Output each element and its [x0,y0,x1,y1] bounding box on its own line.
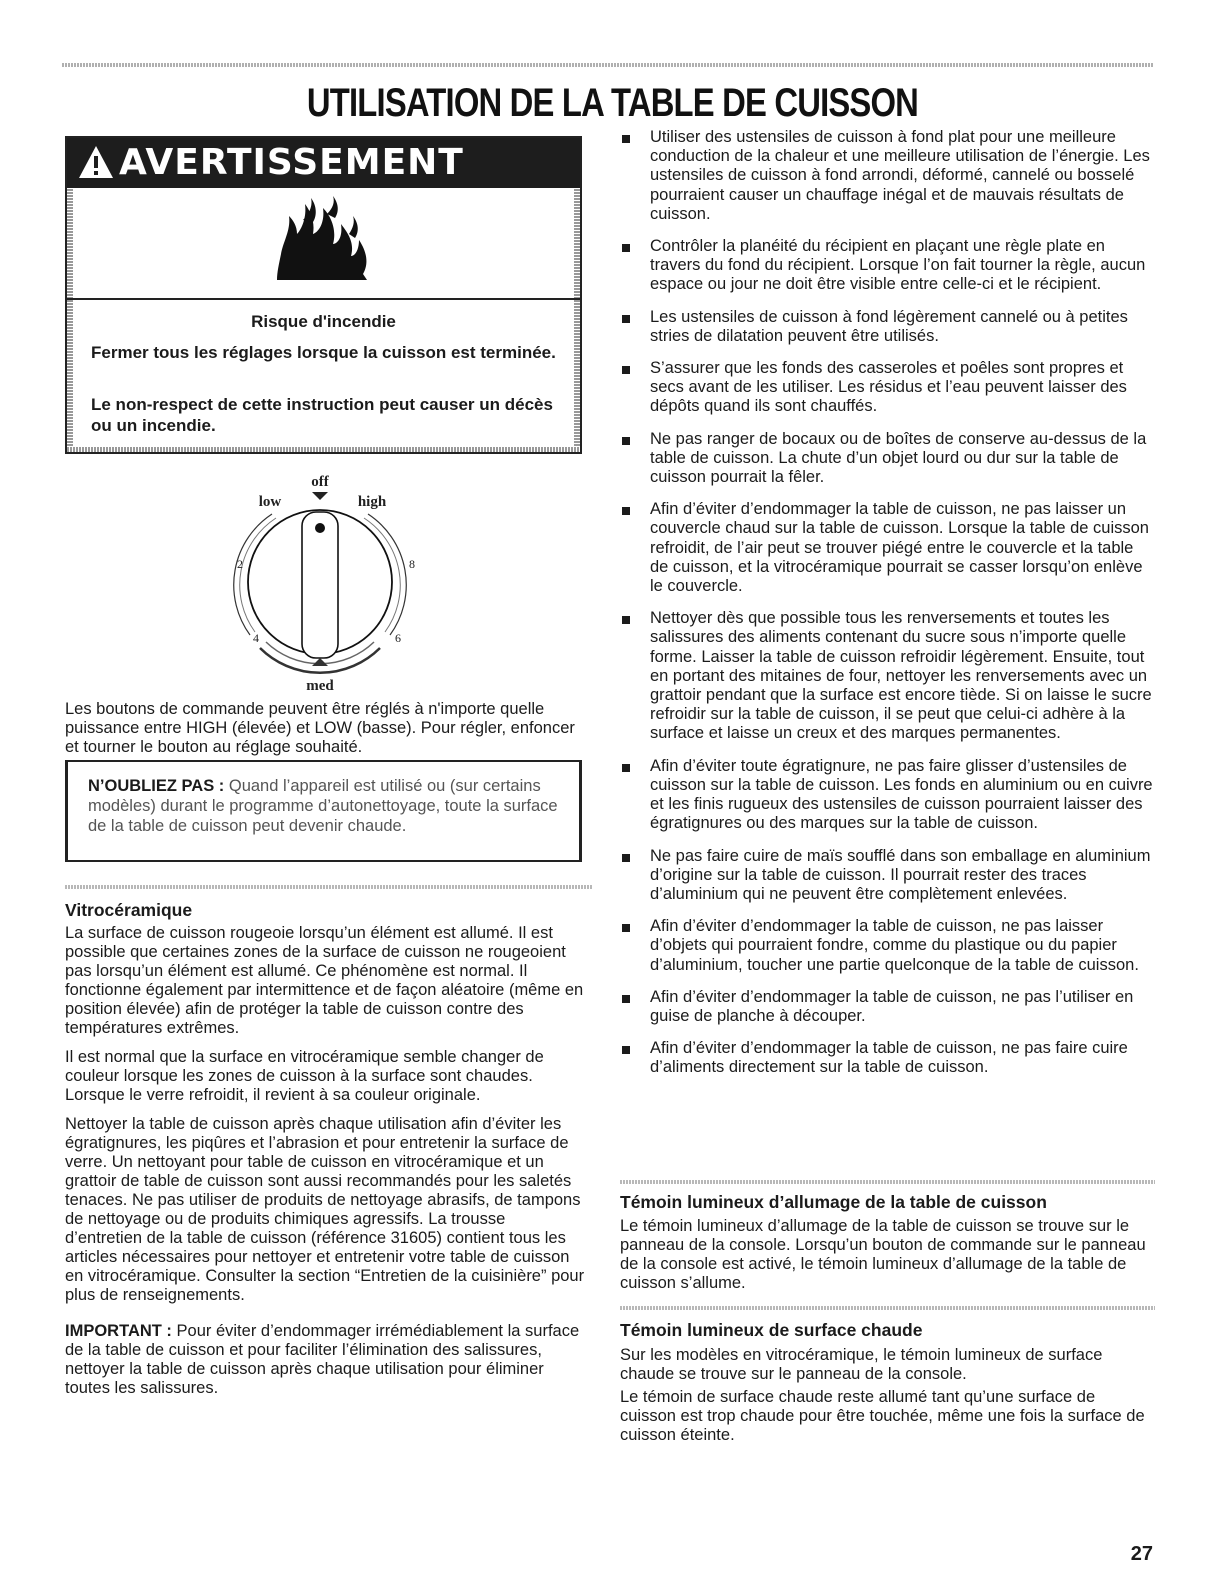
remember-label: N’OUBLIEZ PAS : [88,777,225,795]
list-item: Afin d’éviter d’endommager la table de cuisson, ne pas laisser un couvercle chaud sur la table de cuisson. Lorsque la table de cuisson refroidit, de l’air peut se trouver piégé entre le couvercle et la table de cuisson, et la vitrocéramique pourrait se casser lorsqu’on enlève le couvercle. [620,500,1155,596]
vitro-important [65,1322,585,1398]
warning-heading: Risque d'incendie [251,312,396,331]
dial-label-high: high [357,494,387,510]
list-item: Utiliser des ustensiles de cuisson à fond plat pour une meilleure conduction de la chaleur et une meilleure utilisation de l’énergie. Les ustensiles de cuisson à fond arrondi, déformé, cannelé ou bosselé pourraient causer un chauffage inégal et de mauvais résultats de cuisson. [620,128,1155,224]
dial-label-off: off [311,474,329,490]
remember-text: Quand l’appareil est utilisé ou (sur certains modèles) durant le programme d’autonettoyage, toute la surface de la table de cuisson peut devenir chaude. [88,777,558,835]
dial-label-8: 8 [409,557,415,571]
dial-description: Les boutons de commande peuvent être réglés à n'importe quelle puissance entre HIGH (élevée) et LOW (basse). Pour régler, enfoncer et tourner le bouton au réglage souhaité. [65,700,575,756]
vitro-paragraph-3: Nettoyer la table de cuisson après chaque utilisation afin d’éviter les égratignures, les piqûres et l’abrasion et pour entretenir la surface de verre. Un nettoyant pour table de cuisson en vitrocéramique et un grattoir de table de cuisson sont aussi recommandés pour les saletés tenaces. Ne pas utiliser de produits de nettoyage abrasifs, de tampons de nettoyage ou de produits chimiques agressifs. La trousse d’entretien de la table de cuisson (référence 31605) contient tous les articles nécessaires pour nettoyer et entretenir votre table de cuisson en vitrocéramique. Consulter la section “Entretien de la cuisinière” pour plus de renseignements. [65,1115,585,1304]
list-item: Ne pas faire cuire de maïs soufflé dans son emballage en aluminium d’origine sur la table de cuisson. Il pourrait rester des traces d’aluminium qui ne peuvent être complètement enlevées. [620,847,1155,905]
list-item: Afin d’éviter toute égratignure, ne pas faire glisser d’ustensiles de cuisson sur la table de cuisson. Les fonds en aluminium ou en cuivre et les finis rugueux des ustensiles de cuisson pourraient laisser des égratignures ou des marques sur la table de cuisson. [620,757,1155,834]
page-number: 27 [1130,1543,1153,1565]
dial-label-med: med [306,678,334,694]
warning-triangle-icon [77,144,115,180]
dial-label-4: 4 [253,631,259,645]
section-heading-vitroceramique: Vitrocéramique [65,900,193,920]
warning-line-1: Fermer tous les réglages lorsque la cuisson est terminée. [91,343,556,362]
indicator-paragraph: Le témoin lumineux d’allumage de la table de cuisson se trouve sur le panneau de la console. Lorsqu’un bouton de commande sur le panneau de la console est activé, le témoin lumineux d’allumage de la table de cuisson s’allume. [620,1217,1146,1292]
list-item: Afin d’éviter d’endommager la table de cuisson, ne pas laisser d’objets qui pourraient fondre, comme du plastique ou du papier d’aluminium, toucher une partie quelconque de la table de cuisson. [620,917,1155,975]
section-heading-indicator: Témoin lumineux d’allumage de la table de cuisson [620,1192,1047,1212]
dial-label-6: 6 [395,631,401,645]
list-item: Les ustensiles de cuisson à fond légèrement cannelé ou à petites stries de dilatation peuvent être utilisés. [620,308,1155,346]
important-text: Pour éviter d’endommager irrémédiablement la surface de la table de cuisson et pour faciliter l’élimination des salissures, nettoyer la table de cuisson après chaque utilisation pour éliminer toutes les salissures. [65,1322,580,1397]
list-item: Afin d’éviter d’endommager la table de cuisson, ne pas l’utiliser en guise de planche à découper. [620,988,1155,1026]
warning-header-text: AVERTISSEMENT [119,142,464,183]
dial-label-low: low [258,494,282,510]
warning-box [65,136,582,454]
list-item: Contrôler la planéité du récipient en plaçant une règle plate en travers du fond du récipient. Lorsque l’on fait tourner la règle, aucun espace ou jour ne doit être visible entre celle-ci et le récipient. [620,237,1155,295]
page-title: UTILISATION DE LA TABLE DE CUISSON [306,81,919,125]
cookware-tips-list [620,128,1155,1091]
vitro-paragraph-1: La surface de cuisson rougeoie lorsqu’un élément est allumé. Il est possible que certaines zones de la surface de cuisson ne rougeoient pas lorsqu’un élément est allumé. Ce phénomène est normal. Il fonctionne également par intermittence et de façon aléatoire (même en position élevée) afin de protéger la table de cuisson contre des températures extrêmes. [65,924,584,1037]
hot-surface-paragraph-1: Sur les modèles en vitrocéramique, le témoin lumineux de surface chaude se trouve sur le panneau de la console. [620,1346,1103,1383]
remember-box [65,760,582,862]
vitro-paragraph-2: Il est normal que la surface en vitrocéramique semble changer de couleur lorsque les zones de cuisson à la surface sont chaudes. Lorsque le verre refroidit, il revient à sa couleur originale. [65,1048,544,1104]
section-heading-hot-surface: Témoin lumineux de surface chaude [620,1320,923,1340]
list-item: Ne pas ranger de bocaux ou de boîtes de conserve au-dessus de la table de cuisson. La chute d’un objet lourd ou dur sur la table de cuisson pourrait la fêler. [620,430,1155,488]
important-label: IMPORTANT : [65,1322,172,1340]
warning-line-2: Le non-respect de cette instruction peut causer un décès ou un incendie. [91,395,553,435]
list-item: Nettoyer dès que possible tous les renversements et toutes les salissures des aliments contenant du sucre sous n’importe quelle forme. Laisser la table de cuisson refroidir légèrement. Ensuite, tout en portant des mitaines de four, nettoyer les renversements avec un grattoir pendant que la surface est encore tiède. Si on laisse le sucre refroidir sur la table de cuisson, il se peut que celui-ci adhère à la surface et laisse un creux et des marques permanentes. [620,609,1155,743]
fire-icon [267,194,377,286]
warning-header [67,138,580,188]
hot-surface-paragraph-2: Le témoin de surface chaude reste allumé tant qu’une surface de cuisson est trop chaude pour être touchée, même une fois la surface de cuisson éteinte. [620,1388,1145,1444]
control-knob-diagram [200,470,440,700]
dial-label-2: 2 [237,557,243,571]
list-item: Afin d’éviter d’endommager la table de cuisson, ne pas faire cuire d’aliments directement sur la table de cuisson. [620,1039,1155,1077]
list-item: S’assurer que les fonds des casseroles et poêles sont propres et secs avant de les utiliser. Les résidus et l’eau peuvent laisser des dépôts quand ils sont chauffés. [620,359,1155,417]
top-divider [62,63,1154,67]
